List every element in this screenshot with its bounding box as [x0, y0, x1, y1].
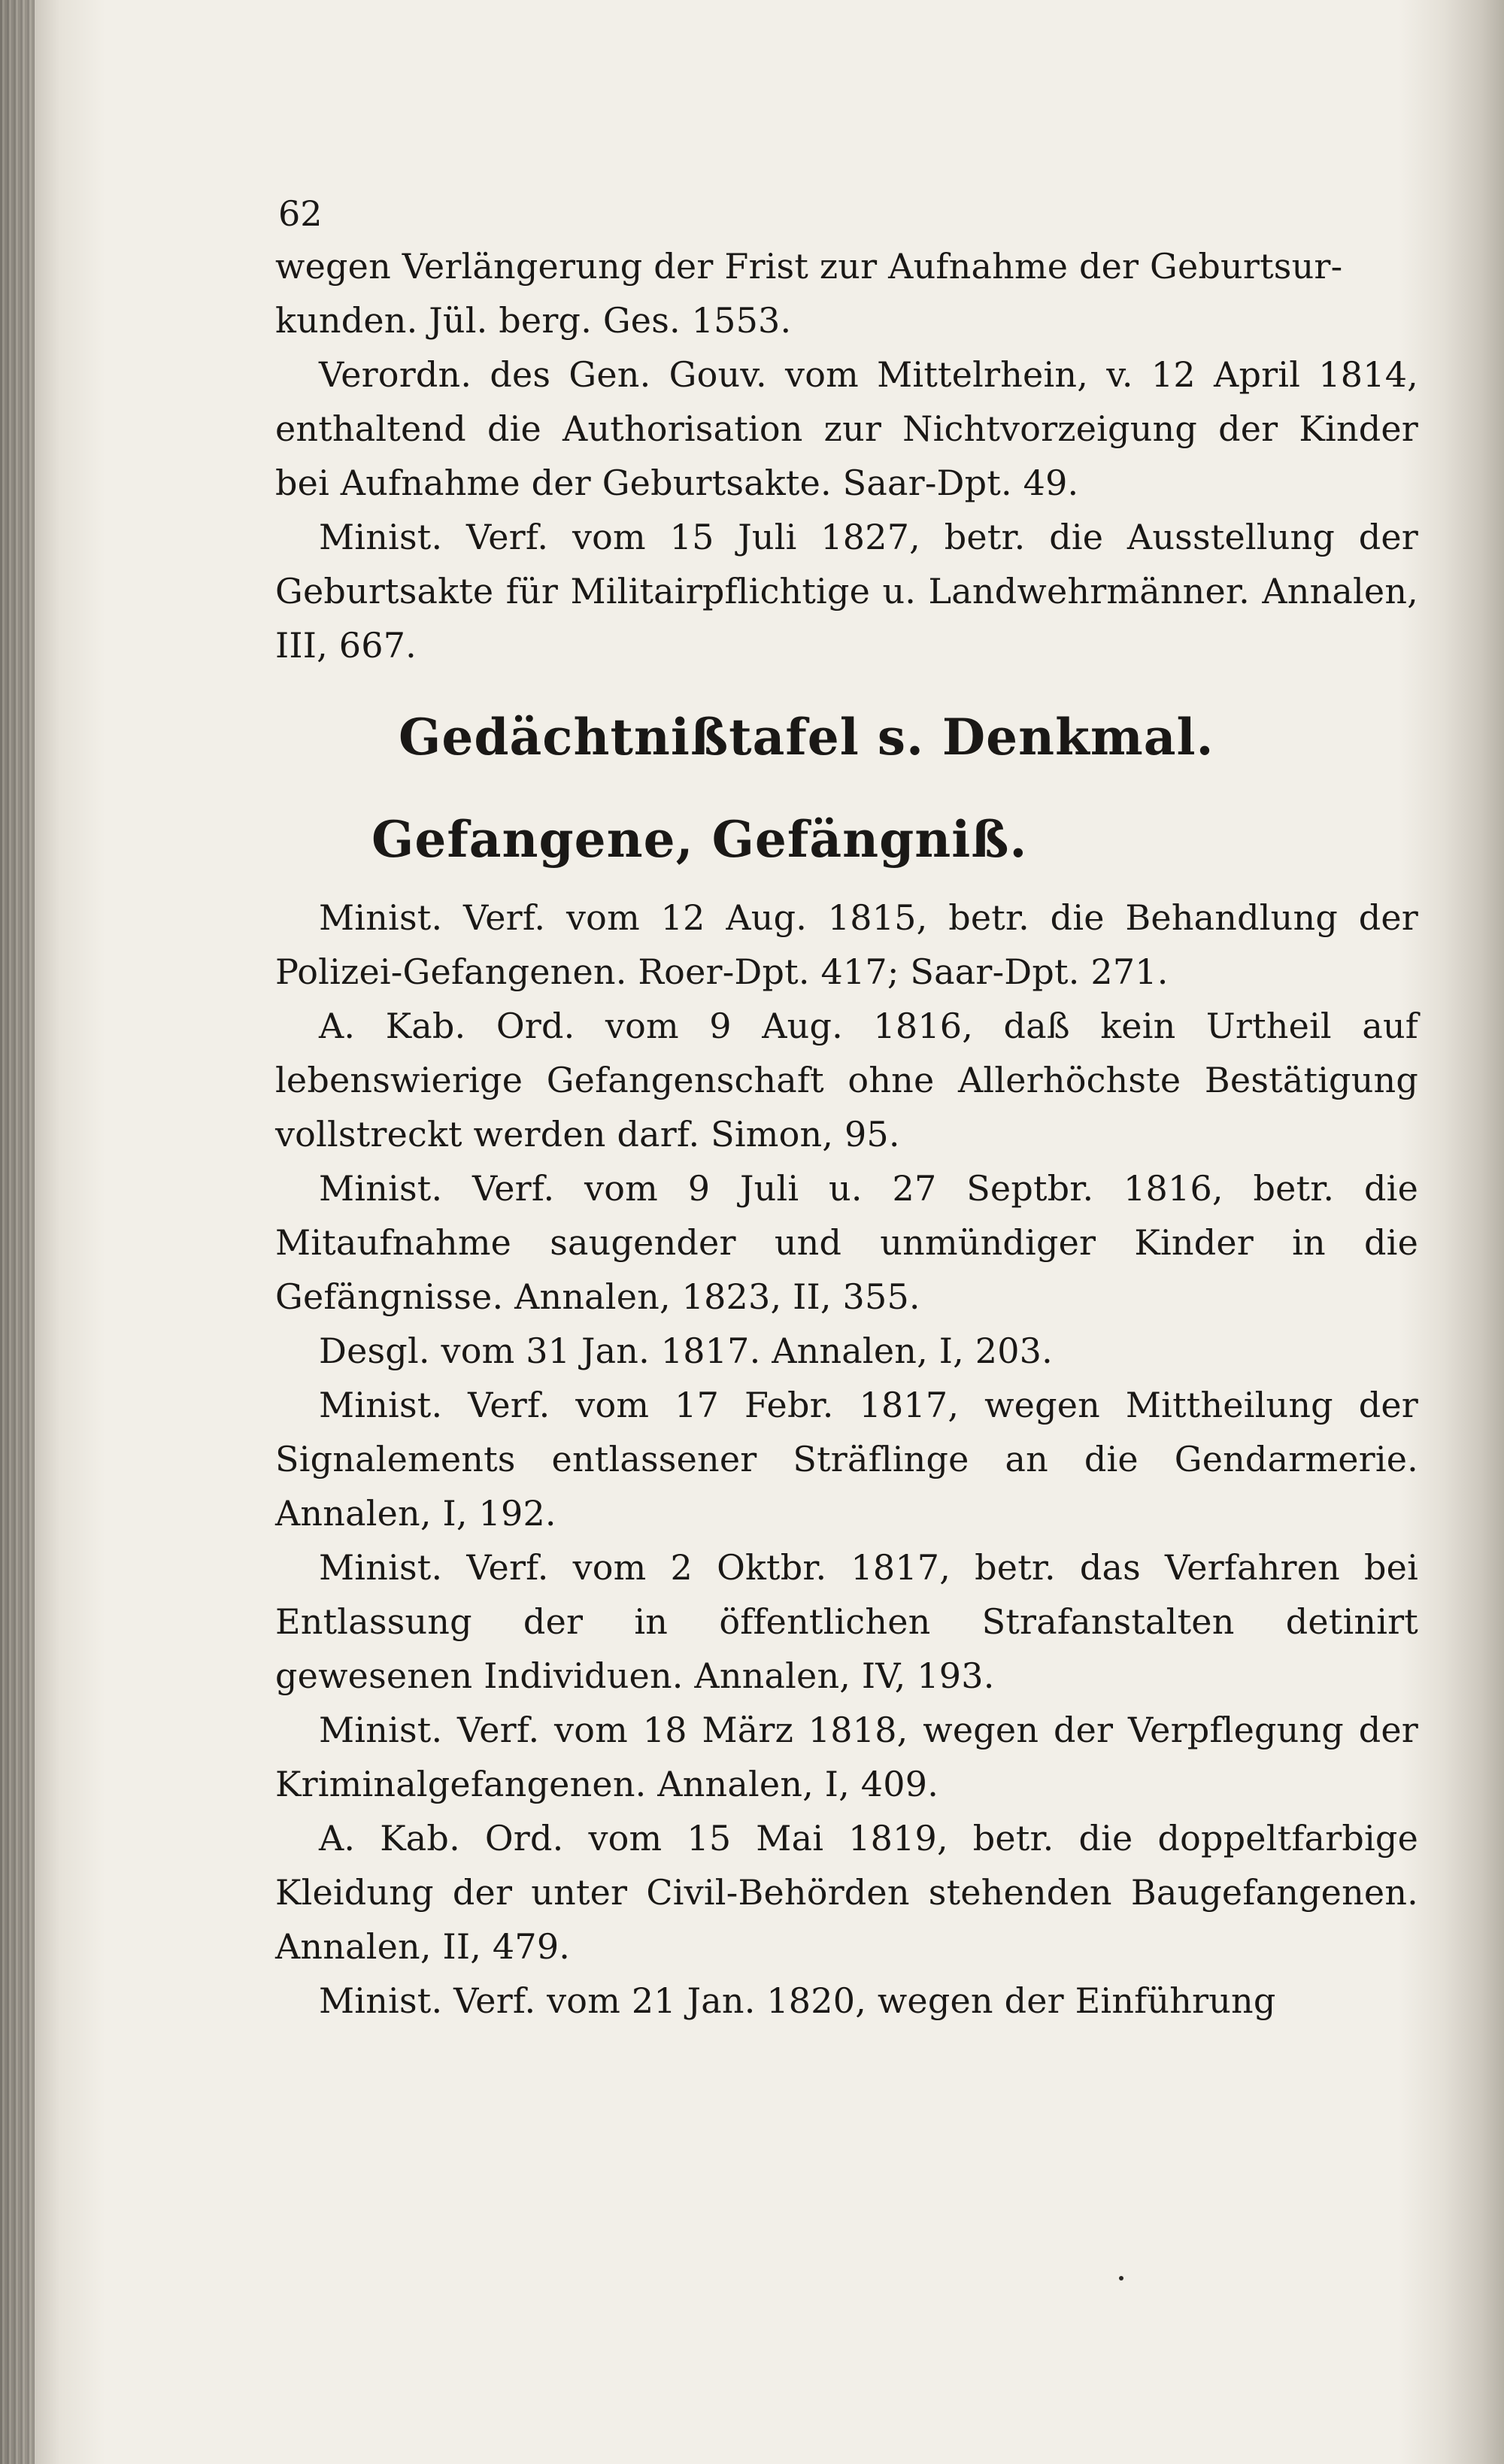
entry-paragraph: Minist. Verf. vom 15 Juli 1827, betr. die Ausstellung der Geburtsakte für Militairpflichtige u. Landwehrmänner. Annalen, III, 667. [275, 517, 1418, 666]
entry-paragraph: A. Kab. Ord. vom 15 Mai 1819, betr. die doppeltfarbige Kleidung der unter Civil-Behörden stehenden Baugefangenen. Annalen, II, 479. [275, 1818, 1418, 1967]
page-text-block [275, 188, 1418, 2028]
entry-paragraph: Desgl. vom 31 Jan. 1817. Annalen, I, 203. [319, 1331, 1053, 1371]
entry-paragraph: A. Kab. Ord. vom 9 Aug. 1816, daß kein Urtheil auf lebenswierige Gefangenschaft ohne Allerhöchste Bestätigung vollstreckt werden darf. Simon, 95. [275, 1006, 1418, 1155]
entry-paragraph: Verordn. des Gen. Gouv. vom Mittelrhein, v. 12 April 1814, enthaltend die Authorisation zur Nichtvorzeigung der Kinder bei Aufnahme der Geburtsakte. Saar-Dpt. 49. [275, 354, 1418, 503]
entry-paragraph: Minist. Verf. vom 9 Juli u. 27 Septbr. 1816, betr. die Mitaufnahme saugender und unmündiger Kinder in die Gefängnisse. Annalen, 1823, II, 355. [275, 1168, 1418, 1317]
text-line: kunden. Jül. berg. Ges. 1553. [275, 300, 792, 341]
entry-paragraph: Minist. Verf. vom 12 Aug. 1815, betr. die Behandlung der Polizei-Gefangenen. Roer-Dpt. 417; Saar-Dpt. 271. [275, 897, 1418, 992]
entry-paragraph: Minist. Verf. vom 21 Jan. 1820, wegen der Einführung [319, 1980, 1276, 2021]
section-heading: Gedächtnißtafel s. Denkmal. [399, 708, 1214, 766]
page-number: 62 [278, 193, 323, 234]
text-line: wegen Verlängerung der Frist zur Aufnahme der Geburtsur- [275, 246, 1343, 287]
book-binding-edge [0, 0, 35, 2464]
entry-paragraph: Minist. Verf. vom 2 Oktbr. 1817, betr. das Verfahren bei Entlassung der in öffentlichen Strafanstalten detinirt gewesenen Individuen. Annalen, IV, 193. [275, 1547, 1418, 1696]
ink-speck [1119, 2276, 1123, 2280]
section-entries [275, 891, 1418, 2028]
entry-paragraph: Minist. Verf. vom 17 Febr. 1817, wegen Mittheilung der Signalements entlassener Sträflinge an die Gendarmerie. Annalen, I, 192. [275, 1385, 1418, 1534]
section-heading: Gefangene, Gefängniß. [371, 810, 1028, 869]
entry-continuation [275, 239, 1418, 672]
entry-paragraph: Minist. Verf. vom 18 März 1818, wegen der Verpflegung der Kriminalgefangenen. Annalen, I, 409. [275, 1710, 1418, 1804]
